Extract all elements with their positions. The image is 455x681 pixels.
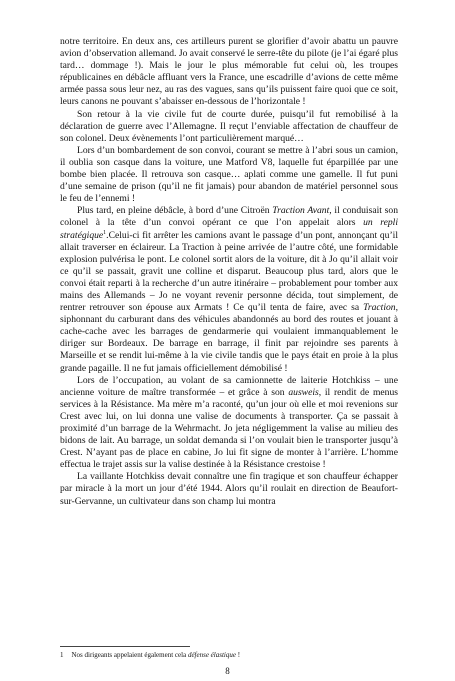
text-run: , il rendit de menus services à la Résistance. Ma mère m’a raconté, qu’un jour où elle et moi revenions sur Crest avec lui, on lui donna une valise de documents à transporter. Ça se passait à proximité d’un barrage de la Wehrmacht. Jo jeta négligemment la valise au milieu des bidons de lait. Au barrage, un soldat demanda si l’on voulait bien le transporter jusqu’à Crest. N’ayant pas de place en cabine, Jo lui fit signe de monter à l’arrière. L’homme effectua le trajet assis sur la valise destinée à la Résistance crestoise ! [60, 386, 398, 471]
italic-text: un repli stratégique [60, 217, 398, 241]
paragraph [60, 205, 398, 374]
paragraph [60, 471, 398, 507]
text-run: notre territoire. En deux ans, ces artilleurs purent se glorifier d’avoir abattu un pauvre avion d’observation allemand. Jo avait conservé le serre-tête du pilote (je l’ai égaré plus tard… dommage !). Mais le jour le plus mémorable fut celui où, les troupes républicaines en débâcle affluant vers la France, une escadrille d’avions de cette même armée passa sous leur nez, au ras des vagues, sans qu’ils puissent faire quoi que ce soit, leurs canons ne pouvant s’abaisser en-dessous de l’horizontale ! [60, 36, 398, 108]
text-run: , siphonnant du carburant dans des véhicules abandonnés au bord des routes et jouant à cache-cache avec les barrages de gendarmerie qui voulaient immanquablement le diriger sur Bordeaux. De barrage en barrage, il finit par rejoindre ses parents à Marseille et se rendit lui-même à la vie civile tandis que le pays était en proie à la plus grande pagaille. Il ne fut jamais officiellement démobilisé ! [60, 302, 398, 374]
text-run: Lors de l’occupation, au volant de sa camionnette de laiterie Hotchkiss – une ancienne voiture de maître transformée – et grâce à son [60, 374, 398, 398]
footnote-number: 1 [60, 651, 64, 659]
italic-text: ausweis [288, 386, 319, 398]
text-run: La vaillante Hotchkiss devait connaître une fin tragique et son chauffeur échapper par miracle à la mort un jour d’été 1944. Alors qu’il roulait en direction de Beaufort-sur-Gervanne, un cultivateur dans son champ lui montra [60, 471, 398, 507]
page-body [60, 36, 398, 508]
italic-text: Traction Avant [272, 205, 330, 217]
paragraph [60, 109, 398, 145]
footnote-ref: 1 [103, 229, 107, 236]
paragraph [60, 36, 398, 109]
footnote [60, 651, 398, 660]
footnote-tail: ! [235, 651, 241, 659]
italic-text: Traction [363, 302, 396, 314]
text-run: Son retour à la vie civile fut de courte durée, puisqu’il fut remobilisé à la déclaration de guerre avec l’Allemagne. Il reçut l’enviable affectation de chauffeur de son colonel. Deux évènements l’ont particulièrement marqué… [60, 108, 398, 144]
paragraph [60, 375, 398, 472]
page-number: 8 [225, 666, 230, 676]
text-run: Plus tard, en pleine débâcle, à bord d’une Citroën [77, 205, 273, 217]
text-run: Lors d’un bombardement de son convoi, courant se mettre à l’abri sous un camion, il oublia son casque dans la voiture, une Matford V8, laquelle fut éparpillée par une bombe bien placée. Il retrouva son casque… aplati comme une gamelle. Il fut puni d’une semaine de prison (qu’il ne fit jamais) pour abandon de matériel personnel sous le feu de l’ennemi ! [60, 144, 398, 205]
text-run: , il conduisait son colonel à la tête d’un convoi opérant ce que l’on appelait alors [60, 205, 399, 229]
footnote-rule [60, 646, 190, 647]
paragraph [60, 145, 398, 205]
footnote-text: Nos dirigeants appelaient également cela [71, 651, 188, 659]
text-run: .Celui-ci fit arrêter les camions avant le passage d’un pont, annonçant qu’il allait traverser en éclaireur. La Traction à peine arrivée de l’autre côté, une formidable explosion pulvérisa le pont. Le colonel sortit alors de la voiture, dit à Jo qu’il allait voir ce qu’il se passait, gravit une colline et disparut. Beaucoup plus tard, alors que le convoi était reparti à la recherche d’un autre itinéraire – probablement pour tomber aux mains des Allemands – Jo ne voyant revenir personne décida, tout simplement, de rentrer retrouver son épouse aux Armats ! Ce qu’il tenta de faire, avec sa [60, 229, 398, 314]
footnote-italic-text: défense élastique [187, 651, 236, 659]
